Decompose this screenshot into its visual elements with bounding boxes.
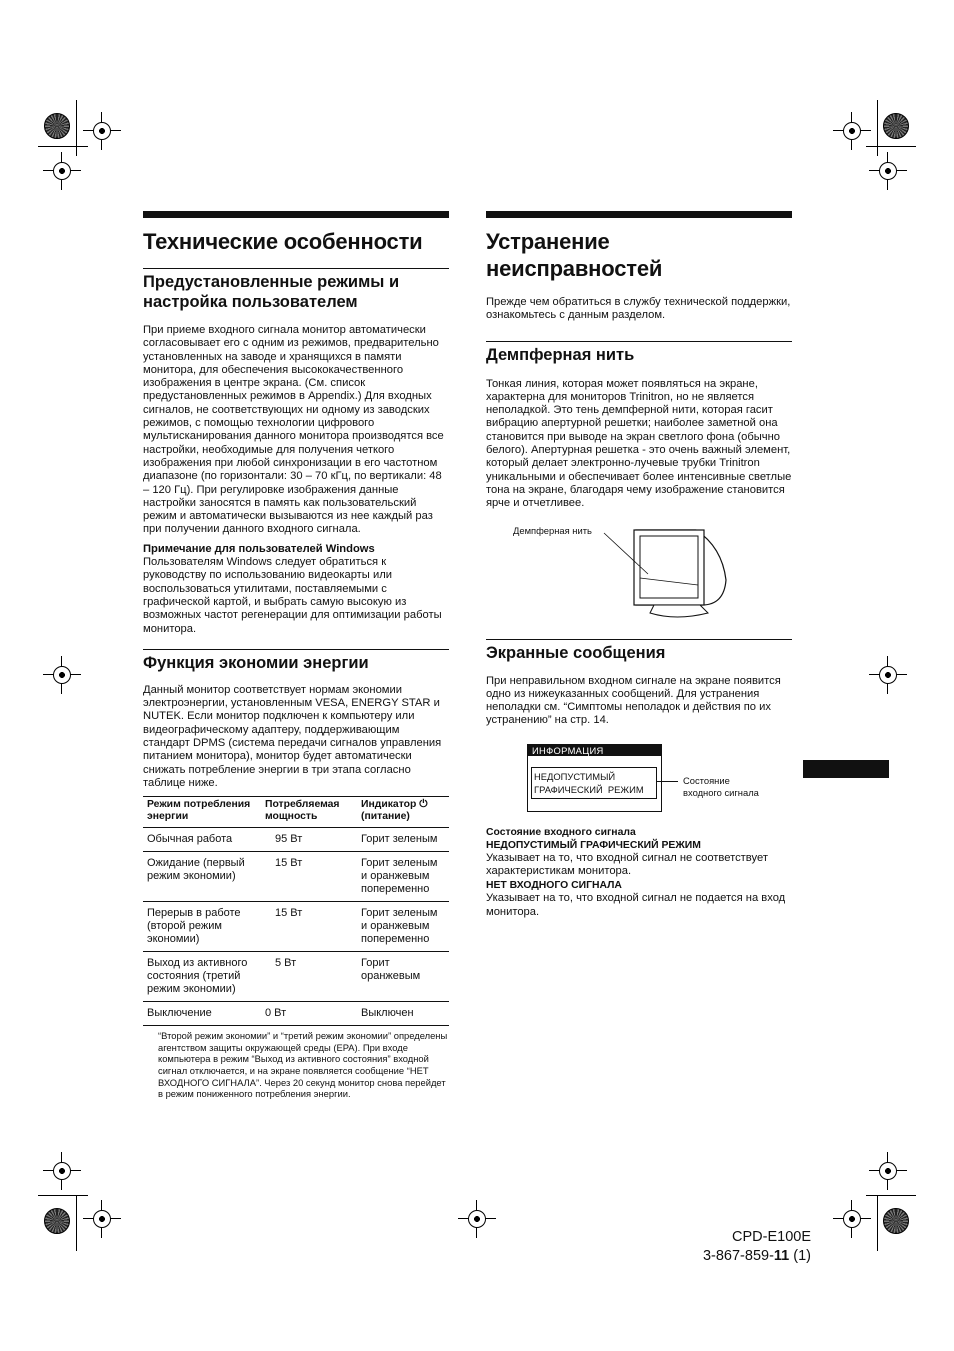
table-cell: Ожидание (первый режим экономии) [147, 857, 245, 883]
crop-line [76, 1195, 77, 1251]
registration-blob-bl [44, 1208, 70, 1234]
table-header: Индикатор ⏻ (питание) [361, 799, 428, 823]
crop-line [877, 100, 878, 156]
damper-wire-figure [486, 525, 792, 621]
table-cell: 0 Вт [265, 1007, 287, 1020]
callout-label: входного сигнала [683, 786, 759, 798]
table-cell: Выключение [147, 1007, 212, 1020]
table-footnote: “Второй режим экономии” и “третий режим экономии” определены агентством защиты окружающей среды (EPA). При входе компьютера в режим “Выход из активного состояния” входной сигнал отключается, и на экране появляется сообщение “НЕТ ВХОДНОГО СИГНАЛА”. Через 20 секунд монитор снова перейдет в режим пониженного потребления энергии. [158, 1030, 448, 1100]
table-cell: Горит зеленым и оранжевым попеременно [361, 907, 438, 946]
crop-line [866, 146, 916, 147]
crosshair-mark [466, 1208, 488, 1230]
osd-window [527, 744, 662, 812]
state-title: Состояние входного сигнала [486, 826, 636, 838]
footer-model: CPD-E100E [732, 1229, 811, 1245]
section-rule [143, 649, 449, 650]
crosshair-mark [877, 664, 899, 686]
osd-message-line: НЕДОПУСТИМЫЙ [534, 770, 616, 782]
note-title: Примечание для пользователей Windows [143, 542, 375, 555]
table-cell: Выключен [361, 1007, 414, 1020]
crosshair-mark [51, 1160, 73, 1182]
table-row [143, 1002, 449, 1026]
crop-line [76, 100, 77, 156]
title-bar [486, 211, 792, 218]
table-cell: Горит зеленым и оранжевым попеременно [361, 857, 438, 896]
left-column [143, 211, 449, 1100]
callout-line [656, 781, 678, 782]
crosshair-mark [91, 1208, 113, 1230]
osd-message-line: ГРАФИЧЕСКИЙ РЕЖИМ [534, 783, 644, 795]
page-title: Технические особенности [143, 229, 423, 254]
registration-blob-tr [883, 113, 909, 139]
state-item-body: Указывает на то, что входной сигнал не подается на вход монитора. [486, 892, 786, 918]
footer [703, 1228, 811, 1266]
section-heading: Экранные сообщения [486, 643, 666, 662]
crosshair-mark [51, 160, 73, 182]
section-rule [143, 268, 449, 269]
section-body: При неправильном входном сигнале на экране появится одно из нижеуказанных сообщений. Для устранения неполадки см. “Симптомы неполадок и действия по их устранению” на стр. 14. [486, 674, 781, 727]
crop-line [866, 1195, 916, 1196]
table-row [143, 902, 449, 952]
title-bar [143, 211, 449, 218]
table-cell: Горит оранжевым [361, 957, 421, 983]
osd-message-box [531, 767, 657, 799]
crosshair-mark [841, 1208, 863, 1230]
section-index-tab [803, 760, 889, 778]
crop-line [877, 1195, 878, 1251]
table-row [143, 852, 449, 902]
state-item-title: НЕТ ВХОДНОГО СИГНАЛА [486, 880, 622, 892]
table-cell: 15 Вт [275, 907, 303, 920]
note-body: Пользователям Windows следует обратиться к руководству по использованию видеокарты или воспользоваться утилитами, поставляемыми с графической картой, и выбрать самую высокую из возможных частот регенерации для оптимизации работы монитора. [143, 556, 442, 635]
table-cell: 15 Вт [275, 857, 303, 870]
crosshair-mark [841, 120, 863, 142]
crosshair-mark [91, 120, 113, 142]
intro-text: Прежде чем обратиться в службу технической поддержки, ознакомьтесь с данным разделом. [486, 296, 791, 322]
section-body: При приеме входного сигнала монитор автоматически согласовывает его с одним из режимов, предварительно установленных на заводе и хранящихся в памяти монитора, для обеспечения высококачественного изображения в центре экрана. (См. список предустановленных режимов в Appendix.) Для входных сигналов, не соответствующих ни одному из заводских режимов, с помощью технологии цифрового мультисканирования данного монитора производятся все настройки, необходимые для получения четкого изображения при любой синхронизации в его частотном диапазоне (по горизонтали: 30 – 70 кГц, по вертикали: 48 – 120 Гц). При регулировке изображения данные настройки заносятся в память как пользовательский режим и автоматически вызываются из нее каждый раз при получении данного входного сигнала. [143, 324, 444, 536]
crop-line [38, 146, 88, 147]
crop-line [38, 1195, 88, 1196]
code-suffix: (1) [789, 1248, 811, 1264]
table-row [143, 952, 449, 1002]
section-rule [486, 639, 792, 640]
monitor-illustration [486, 525, 792, 621]
state-item-title: НЕДОПУСТИМЫЙ ГРАФИЧЕСКИЙ РЕЖИМ [486, 839, 701, 851]
section-heading: Демпферная нить [486, 345, 635, 364]
table-cell: Обычная работа [147, 833, 233, 846]
table-header: Режим потребления энергии [147, 799, 251, 823]
footer-code [703, 1247, 811, 1266]
state-item-body: Указывает на то, что входной сигнал не соответствует характеристикам монитора. [486, 851, 768, 878]
table-header: Потребляемая мощность [265, 799, 340, 823]
callout-label: Состояние [683, 774, 730, 786]
crosshair-mark [51, 664, 73, 686]
table-cell: Выход из активного состояния (третий режим экономии) [147, 957, 248, 996]
section-heading: Предустановленные режимы и настройка пользователем [143, 273, 400, 311]
code-prefix: 3-867-859- [702, 1248, 774, 1264]
registration-blob-tl [44, 113, 70, 139]
page-title: Устранение неисправностей [486, 229, 663, 281]
table-cell: 95 Вт [275, 833, 303, 846]
table-row [143, 828, 449, 852]
power-table [143, 796, 449, 1026]
section-body: Тонкая линия, которая может появляться на экране, характерна для мониторов Trinitron, но не является неполадкой. Это тень демпферной нити, которая гасит вибрацию апертурной решетки; наиболее заметной она становится при выводе на экран светлого фона (обычно белого). Апертурная решетка - это очень важный элемент, который делает электронно-лучевые трубки Trinitron уникальными и обеспечивает более интенсивные светлые тона на экране, благодаря чему изображение становится ярче и отчетливее. [486, 377, 792, 510]
crosshair-mark [877, 160, 899, 182]
right-column [486, 211, 792, 919]
section-heading: Функция экономии энергии [143, 653, 369, 672]
osd-figure [486, 744, 792, 814]
table-cell: Перерыв в работе (второй режим экономии) [147, 907, 241, 946]
section-body: Данный монитор соответствует нормам экономии электроэнергии, установленным VESA, ENERGY STAR и NUTEK. Если монитор подключен к компьютеру или видеографическому адаптеру, поддерживающим стандарт DPMS (система передачи сигналов управления питанием монитора), монитор будет автоматически снижать потребление энергии в три этапа согласно таблице ниже. [143, 683, 442, 789]
figure-label: Демпферная нить [513, 524, 592, 536]
registration-blob-br [883, 1208, 909, 1234]
table-cell: 5 Вт [275, 957, 297, 970]
crosshair-mark [877, 1160, 899, 1182]
section-rule [486, 341, 792, 342]
table-cell: Горит зеленым [361, 833, 438, 846]
code-bold: 11 [773, 1248, 790, 1264]
osd-title: ИНФОРМАЦИЯ [528, 745, 661, 756]
